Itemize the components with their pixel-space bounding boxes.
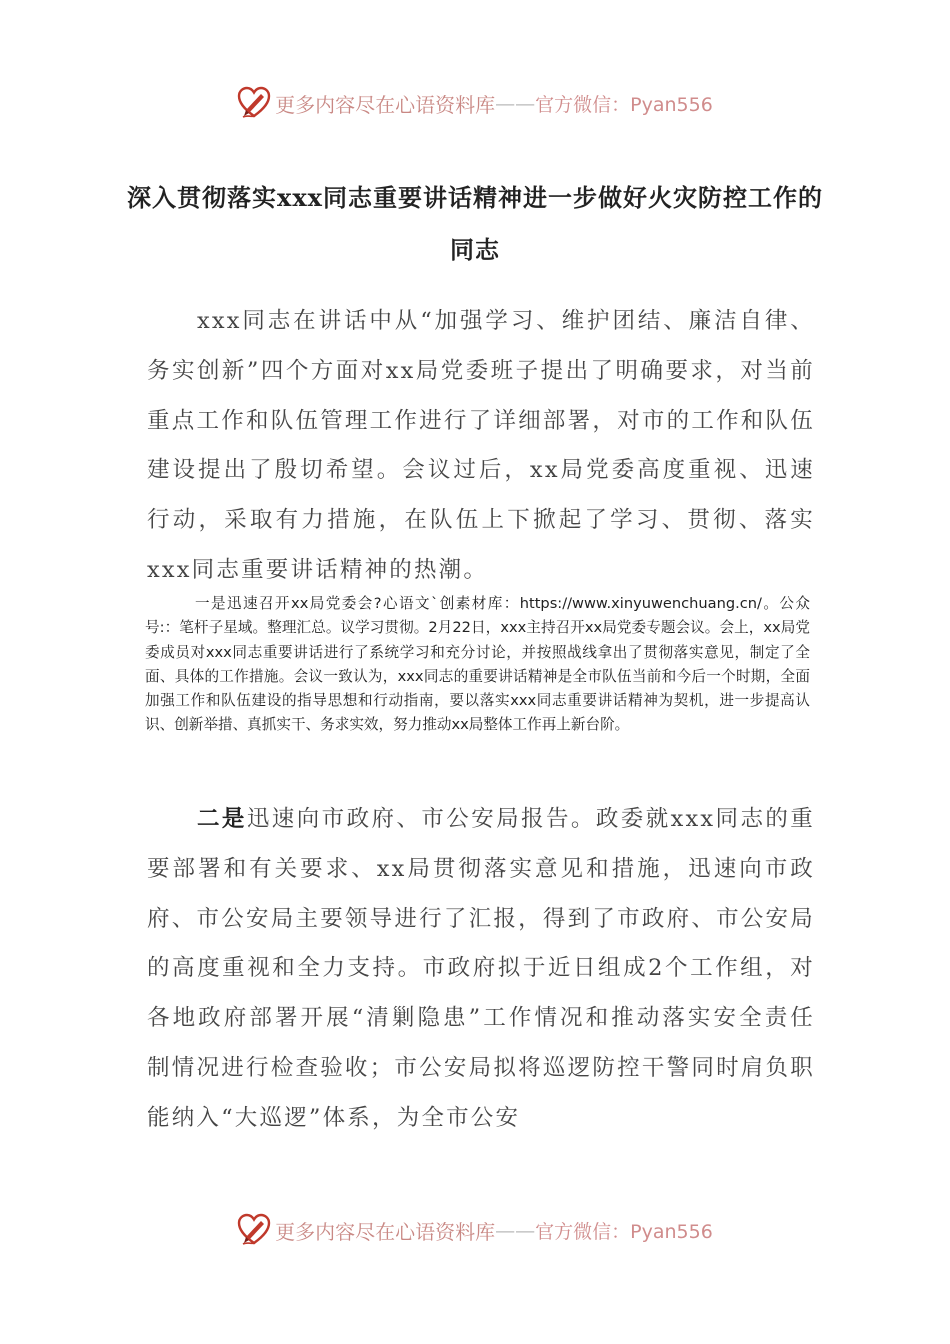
pen-heart-logo-icon bbox=[237, 86, 271, 120]
paragraph-3-body: 迅速向市政府、市公安局报告。政委就xxx同志的重要部署和有关要求、xx局贯彻落实意见和措施，迅速向市政府、市公安局主要领导进行了汇报，得到了市政府、市公安局的高度重视和全力支持。市政府拟于近日组成2个工作组，对各地政府部署开展“清剿隐患”工作情况和推动落实安全责任制情况进行检查验收；市公安局拟将巡逻防控干警同时肩负职能纳入“大巡逻”体系，为全市公安 bbox=[147, 806, 815, 1131]
paragraph-1: xxx同志在讲话中从“加强学习、维护团结、廉洁自律、务实创新”四个方面对xx局党委班子提出了明确要求，对当前重点工作和队伍管理工作进行了详细部署，对市的工作和队伍建设提出了殷切希望。会议过后，xx局党委高度重视、迅速行动，采取有力措施，在队伍上下掀起了学习、贯彻、落实xxx同志重要讲话精神的热潮。 bbox=[147, 308, 815, 583]
footer-banner bbox=[0, 1210, 950, 1250]
banner-dash: —— bbox=[495, 91, 536, 115]
banner-main-text: 更多内容尽在心语资料库 bbox=[275, 92, 496, 117]
paragraph-3 bbox=[147, 795, 815, 1144]
banner-dash: —— bbox=[495, 1218, 536, 1242]
document-title: 深入贯彻落实xxx同志重要讲话精神进一步做好火灾防控工作的同志 bbox=[127, 183, 823, 264]
paragraph-2: 一是迅速召开xx局党委会?心语文`创素材库：https://www.xinyuwenchuang.cn/。公众号:：笔杆子星域。整理汇总。议学习贯彻。2月22日，xxx主持召开xx局党委专题会议。会上，xx局党委成员对xxx同志重要讲话进行了系统学习和充分讨论，并按照战线拿出了贯彻落实意见，制定了全面、具体的工作措施。会议一致认为，xxx同志的重要讲话精神是全市队伍当前和今后一个时期，全面加强工作和队伍建设的指导思想和行动指南，要以落实xxx同志重要讲话精神为契机，进一步提高认识、创新举措、真抓实干、务求实效，努力推动xx局整体工作再上新台阶。 bbox=[145, 595, 810, 734]
banner-wechat-text: 官方微信：Pyan556 bbox=[535, 1220, 713, 1243]
header-banner bbox=[0, 83, 950, 123]
paragraph-3-lead: 二是 bbox=[197, 806, 247, 832]
banner-main-text: 更多内容尽在心语资料库 bbox=[275, 1219, 496, 1244]
pen-heart-logo-icon bbox=[237, 1213, 271, 1247]
banner-wechat-text: 官方微信：Pyan556 bbox=[535, 93, 713, 116]
